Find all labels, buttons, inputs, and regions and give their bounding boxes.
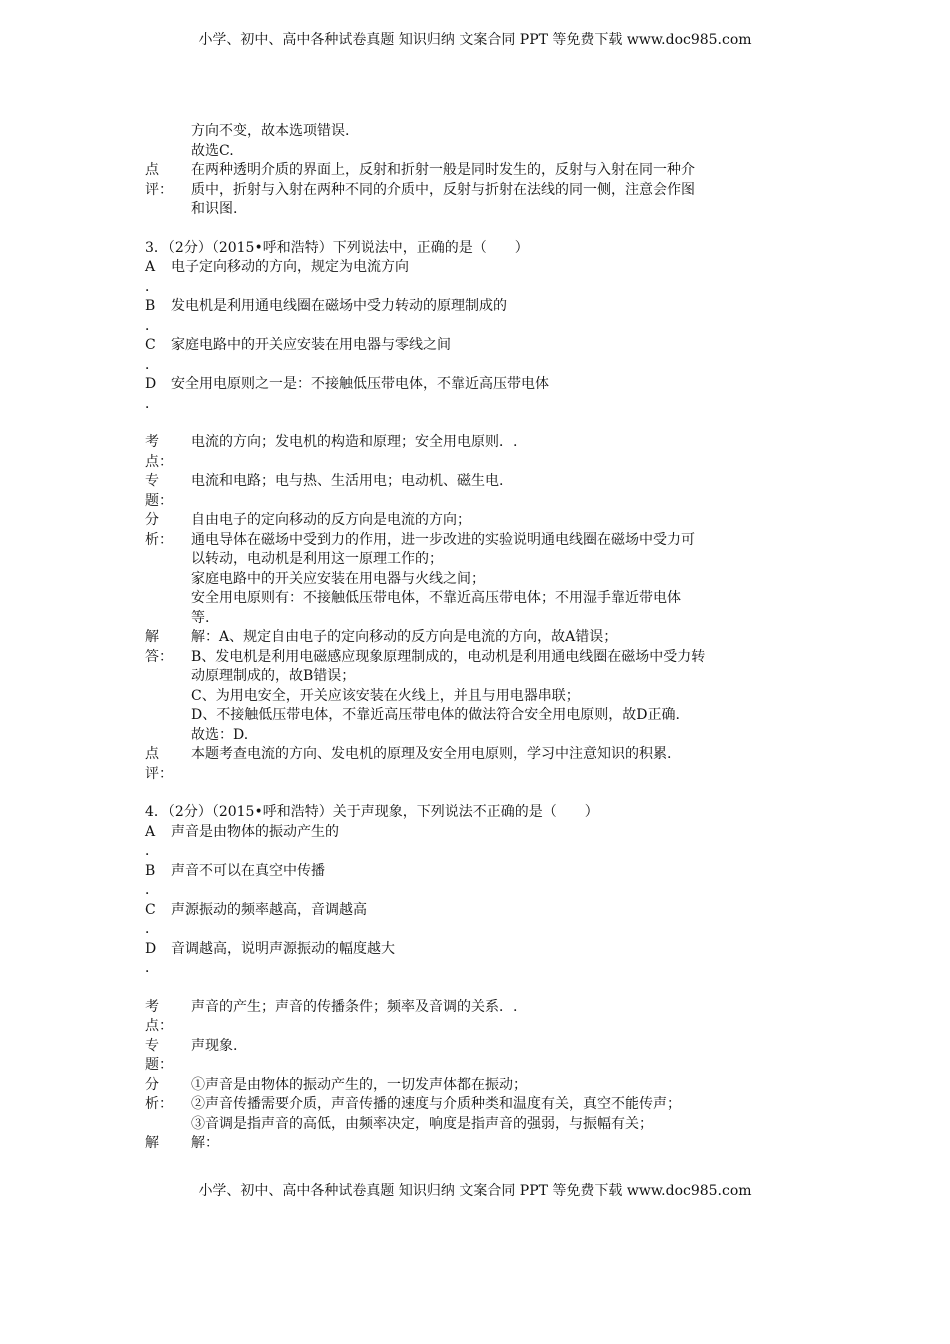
text-line: 安全用电原则有：不接触低压带电体，不靠近高压带电体；不用湿手靠近带电体 <box>191 590 681 606</box>
text-line: D、不接触低压带电体，不靠近高压带电体的做法符合安全用电原则，故D正确. <box>191 707 680 723</box>
section-label: 考 点： <box>145 434 173 470</box>
text-line: 方向不变，故本选项错误. <box>191 123 350 139</box>
option-text: 家庭电路中的开关应安装在用电器与零线之间 <box>171 337 451 353</box>
text-line: 声现象. <box>191 1037 238 1054</box>
prev-comment <box>145 161 815 220</box>
option-letter: B ． <box>145 862 159 898</box>
option-text: 声音不可以在真空中传播 <box>171 862 325 879</box>
option-d <box>145 940 815 979</box>
text-line: ③音调是指声音的高低，由频率决定，响度是指声音的强弱，与振幅有关； <box>191 1115 653 1132</box>
page-footer: 小学、初中、高中各种试卷真题 知识归纳 文案合同 PPT 等免费下载 www.doc985.com <box>198 1183 752 1199</box>
text-line: ①声音是由物体的振动产生的，一切发声体都在振动； <box>191 1076 527 1093</box>
option-text: 音调越高，说明声源振动的幅度越大 <box>171 940 395 957</box>
zhuanti-section <box>145 1037 815 1076</box>
section-label: 点 评： <box>145 162 173 198</box>
document-body <box>145 122 815 1154</box>
fenxi-section <box>145 1076 815 1135</box>
prev-answer-lines <box>145 122 815 161</box>
option-text: 安全用电原则之一是：不接触低压带电体，不靠近高压带电体 <box>171 376 549 392</box>
fenxi-section <box>145 511 815 628</box>
option-b <box>145 862 815 901</box>
question-4 <box>145 803 815 1154</box>
option-text: 声音是由物体的振动产生的 <box>171 823 339 840</box>
section-label: 点 评： <box>145 746 173 782</box>
option-letter: C ． <box>145 337 159 373</box>
text-line: 家庭电路中的开关应安装在用电器与火线之间； <box>191 570 485 587</box>
option-d <box>145 375 815 414</box>
kaodian-section <box>145 433 815 472</box>
text-line: 通电导体在磁场中受到力的作用，进一步改进的实验说明通电线圈在磁场中受力可 <box>191 531 695 548</box>
option-letter: A ． <box>145 823 159 859</box>
option-letter: C ． <box>145 901 159 937</box>
option-letter: D ． <box>145 376 159 412</box>
option-c <box>145 336 815 375</box>
section-label: 解 答： <box>145 629 173 665</box>
option-letter: B ． <box>145 298 159 334</box>
text-line: 和识图. <box>191 201 238 217</box>
question-3 <box>145 239 815 785</box>
option-c <box>145 901 815 940</box>
question-stem: 3．（2分）（2015•呼和浩特）下列说法中，正确的是（ ） <box>145 239 529 256</box>
option-letter: A ． <box>145 259 159 295</box>
text-line: 声音的产生；声音的传播条件；频率及音调的关系．. <box>191 998 518 1015</box>
section-label: 专 题： <box>145 1037 173 1073</box>
text-line: 解：A、规定自由电子的定向移动的反方向是电流的方向，故A错误； <box>191 629 618 645</box>
option-text: 电子定向移动的方向，规定为电流方向 <box>171 259 409 275</box>
text-line: ②声音传播需要介质，声音传播的速度与介质种类和温度有关，真空不能传声； <box>191 1096 681 1112</box>
question-stem: 4．（2分）（2015•呼和浩特）关于声现象，下列说法不正确的是（ ） <box>145 804 599 820</box>
text-line: 质中，折射与入射在两种不同的介质中，反射与折射在法线的同一侧，注意会作图 <box>191 181 695 198</box>
section-label: 专 题： <box>145 473 173 509</box>
text-line: 在两种透明介质的界面上，反射和折射一般是同时发生的，反射与入射在同一种介 <box>191 162 695 178</box>
jieda-section <box>145 628 815 745</box>
text-line: 故选：D. <box>191 726 249 743</box>
option-letter: D ． <box>145 940 159 976</box>
section-label: 考 点： <box>145 998 173 1034</box>
text-line: 以转动，电动机是利用这一原理工作的； <box>191 551 443 567</box>
section-label: 分 析： <box>145 1076 173 1112</box>
section-label: 解 <box>145 1135 159 1151</box>
page-header: 小学、初中、高中各种试卷真题 知识归纳 文案合同 PPT 等免费下载 www.doc985.com <box>198 32 752 48</box>
kaodian-section <box>145 998 815 1037</box>
zhuanti-section <box>145 472 815 511</box>
text-line: C、为用电安全，开关应该安装在火线上，并且与用电器串联； <box>191 687 580 704</box>
text-line: 电流的方向；发电机的构造和原理；安全用电原则．. <box>191 434 518 450</box>
text-line: 等. <box>191 609 210 626</box>
text-line: 动原理制成的，故B错误； <box>191 668 356 684</box>
option-b <box>145 297 815 336</box>
option-a <box>145 258 815 297</box>
text-line: B、发电机是利用电磁感应现象原理制成的，电动机是利用通电线圈在磁场中受力转 <box>191 648 706 665</box>
section-label: 分 析： <box>145 512 173 548</box>
text-line: 电流和电路；电与热、生活用电；电动机、磁生电. <box>191 473 504 489</box>
text-line: 故选C. <box>191 142 234 159</box>
option-a <box>145 823 815 862</box>
option-text: 声源振动的频率越高，音调越高 <box>171 901 367 918</box>
option-text: 发电机是利用通电线圈在磁场中受力转动的原理制成的 <box>171 298 507 314</box>
text-line: 自由电子的定向移动的反方向是电流的方向； <box>191 512 471 528</box>
dianping-section <box>145 745 815 784</box>
text-line: 本题考查电流的方向、发电机的原理及安全用电原则，学习中注意知识的积累. <box>191 746 672 762</box>
text-line: 解： <box>191 1135 219 1151</box>
jieda-section <box>145 1134 815 1154</box>
